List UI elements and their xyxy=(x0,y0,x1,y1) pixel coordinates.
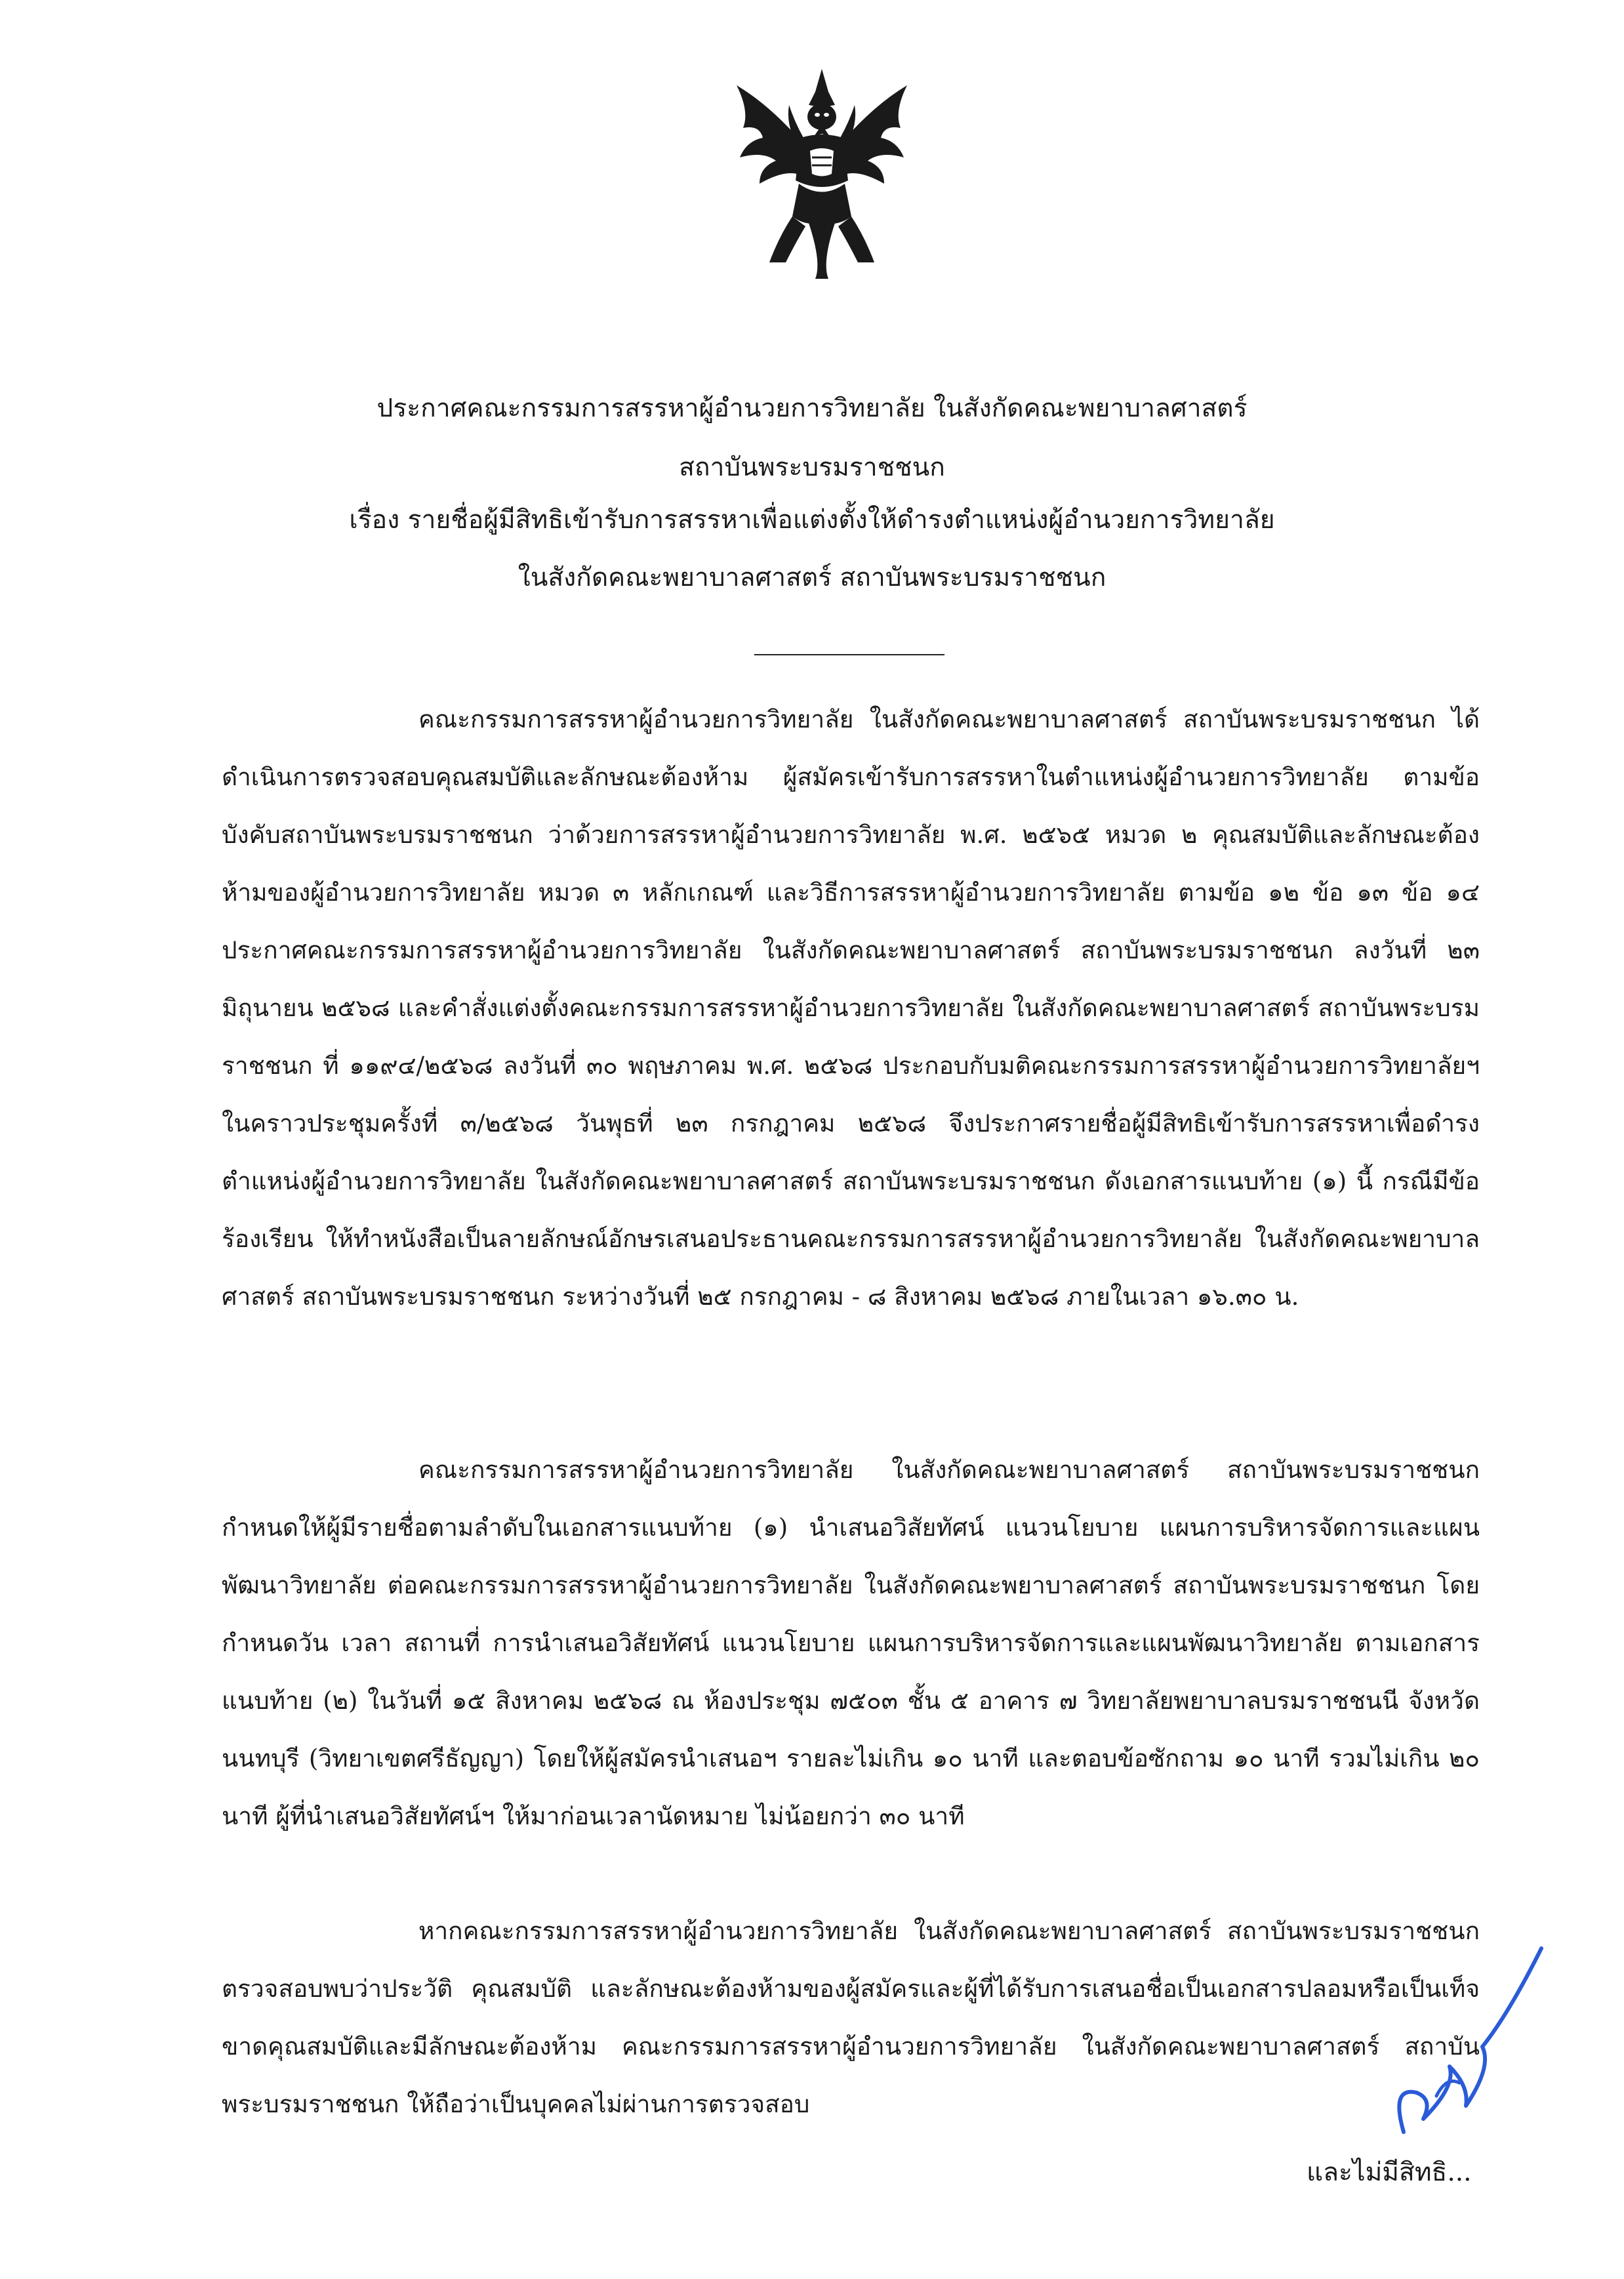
body-paragraph-3 xyxy=(222,1902,1480,2133)
announcement-subject: เรื่อง รายชื่อผู้มีสิทธิเข้ารับการสรรหาเพื่อแต่งตั้งให้ดำรงตำแหน่งผู้อำนวยการวิทยาลัย xyxy=(349,505,1275,535)
paragraph-text: คณะกรรมการสรรหาผู้อำนวยการวิทยาลัย ในสังกัดคณะพยาบาลศาสตร์ สถาบันพระบรมราชชนก ได้ดำเนินการตรวจสอบคุณสมบัติและลักษณะต้องห้าม ผู้สมัครเข้ารับการสรรหาในตำแหน่งผู้อำนวยการวิทยาลัย ตามข้อบังคับสถาบันพระบรมราชชนก ว่าด้วยการสรรหาผู้อำนวยการวิทยาลัย พ.ศ. ๒๕๖๕ หมวด ๒ คุณสมบัติและลักษณะต้องห้ามของผู้อำนวยการวิทยาลัย หมวด ๓ หลักเกณฑ์ และวิธีการสรรหาผู้อำนวยการวิทยาลัย ตามข้อ ๑๒ ข้อ ๑๓ ข้อ ๑๔ ประกาศคณะกรรมการสรรหาผู้อำนวยการวิทยาลัย ในสังกัดคณะพยาบาลศาสตร์ สถาบันพระบรมราชชนก ลงวันที่ ๒๓ มิถุนายน ๒๕๖๘ และคำสั่งแต่งตั้งคณะกรรมการสรรหาผู้อำนวยการวิทยาลัย ในสังกัดคณะพยาบาลศาสตร์ สถาบันพระบรมราชชนก ที่ ๑๑๙๔/๒๕๖๘ ลงวันที่ ๓๐ พฤษภาคม พ.ศ. ๒๕๖๘ ประกอบกับมติคณะกรรมการสรรหาผู้อำนวยการวิทยาลัยฯ ในคราวประชุมครั้งที่ ๓/๒๕๖๘ วันพุธที่ ๒๓ กรกฎาคม ๒๕๖๘ จึงประกาศรายชื่อผู้มีสิทธิเข้ารับการสรรหาเพื่อดำรงตำแหน่งผู้อำนวยการวิทยาลัย ในสังกัดคณะพยาบาลศาสตร์ สถาบันพระบรมราชชนก ดังเอกสารแนบท้าย (๑) นี้ กรณีมีข้อร้องเรียน ให้ทำหนังสือเป็นลายลักษณ์อักษรเสนอประธานคณะกรรมการสรรหาผู้อำนวยการวิทยาลัย ในสังกัดคณะพยาบาลศาสตร์ สถาบันพระบรมราชชนก ระหว่างวันที่ ๒๕ กรกฎาคม - ๘ สิงหาคม ๒๕๖๘ ภายในเวลา ๑๖.๓๐ น. xyxy=(222,705,1480,1311)
page-continuation-text: และไม่มีสิทธิ... xyxy=(1307,2158,1472,2187)
garuda-emblem-icon xyxy=(723,66,920,282)
body-paragraph-1 xyxy=(222,691,1480,1326)
announcement-title: ประกาศคณะกรรมการสรรหาผู้อำนวยการวิทยาลัย ในสังกัดคณะพยาบาลศาสตร์ xyxy=(376,394,1248,423)
title-divider xyxy=(754,654,944,655)
body-paragraph-2 xyxy=(222,1441,1480,1845)
announcement-subject-continued: ในสังกัดคณะพยาบาลศาสตร์ สถาบันพระบรมราชชนก xyxy=(518,563,1106,592)
paragraph-text: คณะกรรมการสรรหาผู้อำนวยการวิทยาลัย ในสังกัดคณะพยาบาลศาสตร์ สถาบันพระบรมราชชนก กำหนดให้ผู้มีรายชื่อตามลำดับในเอกสารแนบท้าย (๑) นำเสนอวิสัยทัศน์ แนวนโยบาย แผนการบริหารจัดการและแผนพัฒนาวิทยาลัย ต่อคณะกรรมการสรรหาผู้อำนวยการวิทยาลัย ในสังกัดคณะพยาบาลศาสตร์ สถาบันพระบรมราชชนก โดยกำหนดวัน เวลา สถานที่ การนำเสนอวิสัยทัศน์ แนวนโยบาย แผนการบริหารจัดการและแผนพัฒนาวิทยาลัย ตามเอกสารแนบท้าย (๒) ในวันที่ ๑๕ สิงหาคม ๒๕๖๘ ณ ห้องประชุม ๗๕๐๓ ชั้น ๕ อาคาร ๗ วิทยาลัยพยาบาลบรมราชชนนี จังหวัดนนทบุรี (วิทยาเขตศรีธัญญา) โดยให้ผู้สมัครนำเสนอฯ รายละไม่เกิน ๑๐ นาที และตอบข้อซักถาม ๑๐ นาที รวมไม่เกิน ๒๐ นาที ผู้ที่นำเสนอวิสัยทัศน์ฯ ให้มาก่อนเวลานัดหมาย ไม่น้อยกว่า ๓๐ นาที xyxy=(222,1456,1480,1830)
institution-name: สถาบันพระบรมราชชนก xyxy=(679,453,945,482)
paragraph-text: หากคณะกรรมการสรรหาผู้อำนวยการวิทยาลัย ในสังกัดคณะพยาบาลศาสตร์ สถาบันพระบรมราชชนก ตรวจสอบพบว่าประวัติ คุณสมบัติ และลักษณะต้องห้ามของผู้สมัครและผู้ที่ได้รับการเสนอชื่อเป็นเอกสารปลอมหรือเป็นเท็จ ขาดคุณสมบัติและมีลักษณะต้องห้าม คณะกรรมการสรรหาผู้อำนวยการวิทยาลัย ในสังกัดคณะพยาบาลศาสตร์ สถาบันพระบรมราชชนก ให้ถือว่าเป็นบุคคลไม่ผ่านการตรวจสอบ xyxy=(222,1917,1480,2118)
handwritten-signature xyxy=(1377,1935,1548,2152)
